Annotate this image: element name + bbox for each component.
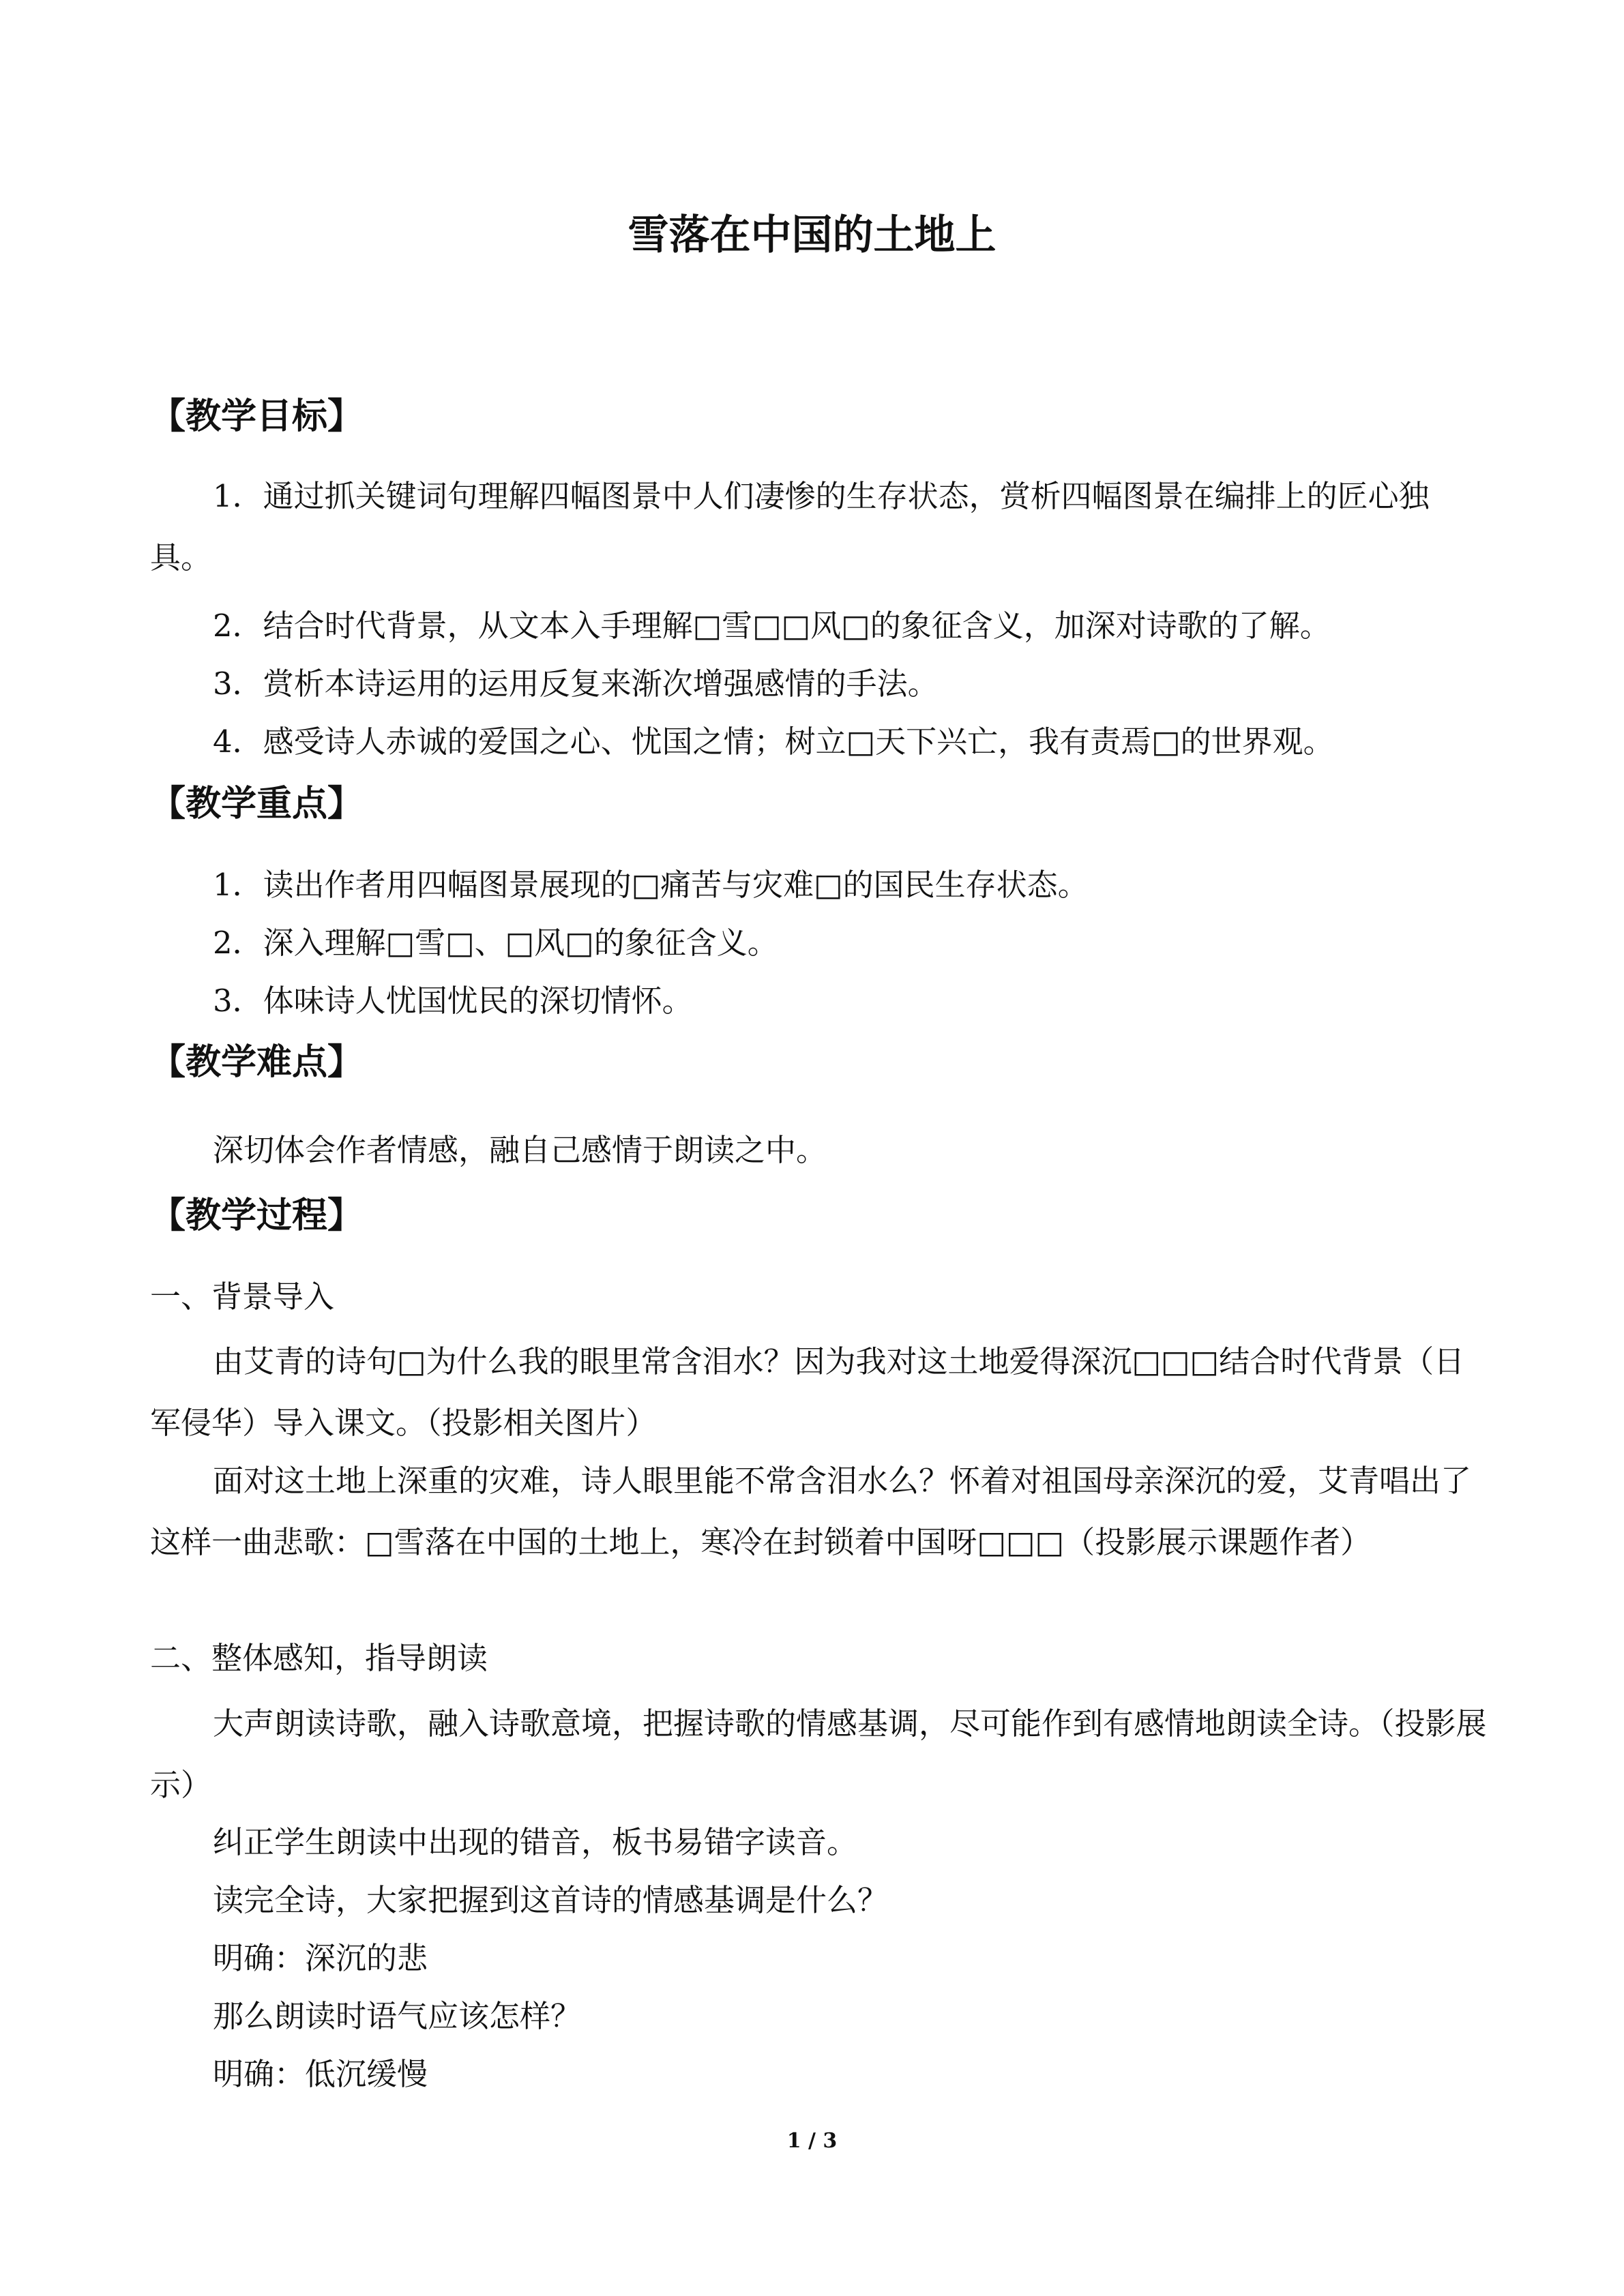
keypoint-item-3: 3．体味诗人忧国忧民的深切情怀。 <box>213 983 693 1019</box>
objective-item-2: 2．结合时代背景，从文本入手理解□雪□□风□的象征含义，加深对诗歌的了解。 <box>213 608 1331 644</box>
process-part1-paragraph-2: 面对这土地上深重的灾难，诗人眼里能不常含泪水么？怀着对祖国母亲深沉的爱，艾青唱出了这样一曲悲歌：□雪落在中国的土地上，寒冷在封锁着中国呀□□□（投影展示课题作者） <box>150 1463 1472 1560</box>
heading-keypoints: 【教学重点】 <box>150 783 364 824</box>
process-part2-line-2: 读完全诗，大家把握到这首诗的情感基调是什么？ <box>213 1882 889 1918</box>
objective-item-3: 3．赏析本诗运用的运用反复来渐次增强感情的手法。 <box>213 666 939 702</box>
process-part2-title: 二、整体感知，指导朗读 <box>150 1640 488 1676</box>
heading-objectives: 【教学目标】 <box>150 396 364 437</box>
process-part2-line-5: 明确：低沉缓慢 <box>213 2056 428 2092</box>
process-part2-line-3: 明确：深沉的悲 <box>213 1940 428 1976</box>
document-title: 雪落在中国的土地上 <box>628 211 996 259</box>
heading-difficulties: 【教学难点】 <box>150 1041 364 1083</box>
keypoint-item-2: 2．深入理解□雪□、□风□的象征含义。 <box>213 925 778 961</box>
objective-item-4: 4．感受诗人赤诚的爱国之心、忧国之情；树立□天下兴亡，我有责焉□的世界观。 <box>213 724 1334 760</box>
process-part2-line-4: 那么朗读时语气应该怎样？ <box>213 1998 582 2034</box>
objective-item-1: 1．通过抓关键词句理解四幅图景中人们凄惨的生存状态，赏析四幅图景在编排上的匠心独具。 <box>150 478 1430 576</box>
difficulties-text: 深切体会作者情感，融自己感情于朗读之中。 <box>213 1132 827 1168</box>
process-part2-line-1: 纠正学生朗读中出现的错音，板书易错字读音。 <box>213 1824 858 1860</box>
keypoint-item-1: 1．读出作者用四幅图景展现的□痛苦与灾难□的国民生存状态。 <box>213 867 1089 903</box>
page-number: 1 / 3 <box>786 2129 838 2153</box>
process-part1-paragraph-1: 由艾青的诗句□为什么我的眼里常含泪水？因为我对这土地爱得深沉□□□结合时代背景（日军侵华）导入课文。（投影相关图片） <box>150 1343 1465 1441</box>
heading-process: 【教学过程】 <box>150 1195 364 1236</box>
process-part1-title: 一、背景导入 <box>150 1279 335 1315</box>
process-part2-paragraph-1: 大声朗读诗歌，融入诗歌意境，把握诗歌的情感基调，尽可能作到有感情地朗读全诗。（投影展示） <box>150 1705 1487 1803</box>
